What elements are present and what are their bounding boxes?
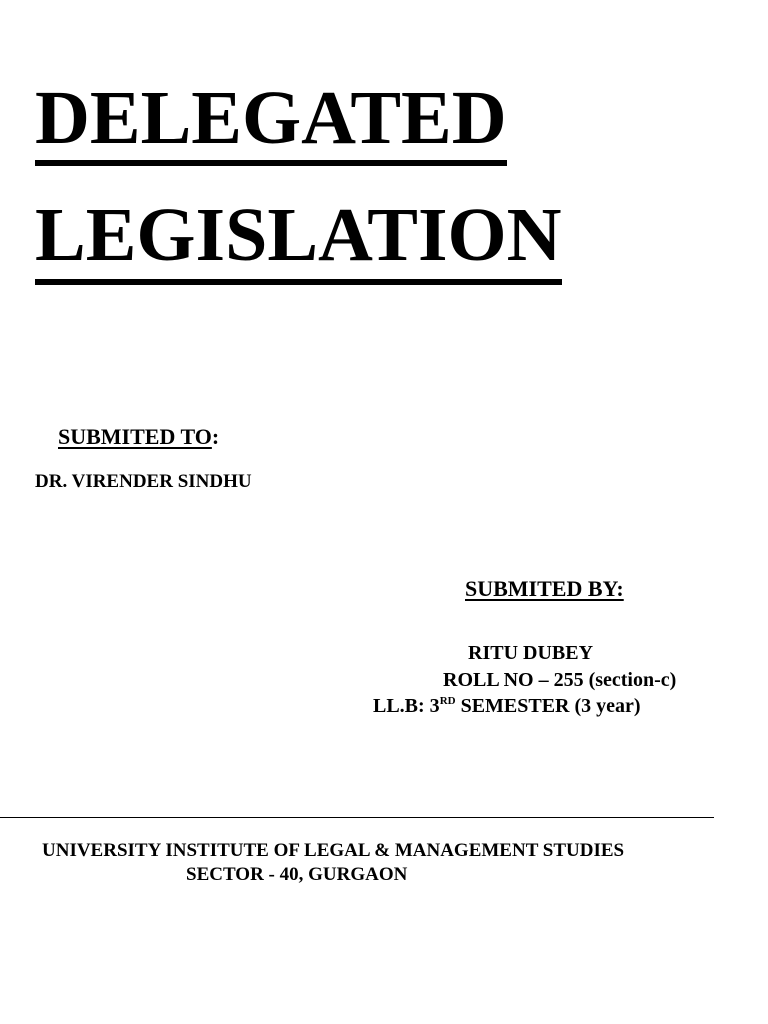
submitted-to-name: DR. VIRENDER SINDHU: [35, 471, 252, 492]
title-line-1-underline: [35, 160, 507, 166]
horizontal-divider: [0, 817, 714, 818]
student-name: RITU DUBEY: [468, 642, 594, 664]
roll-number: ROLL NO – 255 (section-c): [443, 669, 677, 691]
institution-name: UNIVERSITY INSTITUTE OF LEGAL & MANAGEMENT STUDIES: [42, 840, 625, 861]
title-line-2-text: LEGISLATION: [35, 193, 562, 277]
title-line-2-underline: [35, 279, 562, 285]
course-semester: [373, 695, 641, 718]
submitted-by-label: SUBMITED BY:: [465, 576, 624, 601]
submitted-to-heading: [58, 424, 219, 450]
course-suffix: SEMESTER (3 year): [455, 695, 641, 717]
submitted-by-heading: [465, 576, 624, 602]
institution-address: SECTOR - 40, GURGAON: [186, 864, 408, 885]
title-line-1: [35, 76, 507, 160]
submitted-to-colon: :: [211, 424, 220, 449]
submitted-to-label: SUBMITED TO: [58, 424, 212, 449]
course-prefix: LL.B: 3: [373, 695, 440, 717]
title-line-2: [35, 193, 562, 277]
title-line-1-text: DELEGATED: [35, 76, 507, 160]
course-ordinal-sup: RD: [439, 695, 456, 707]
